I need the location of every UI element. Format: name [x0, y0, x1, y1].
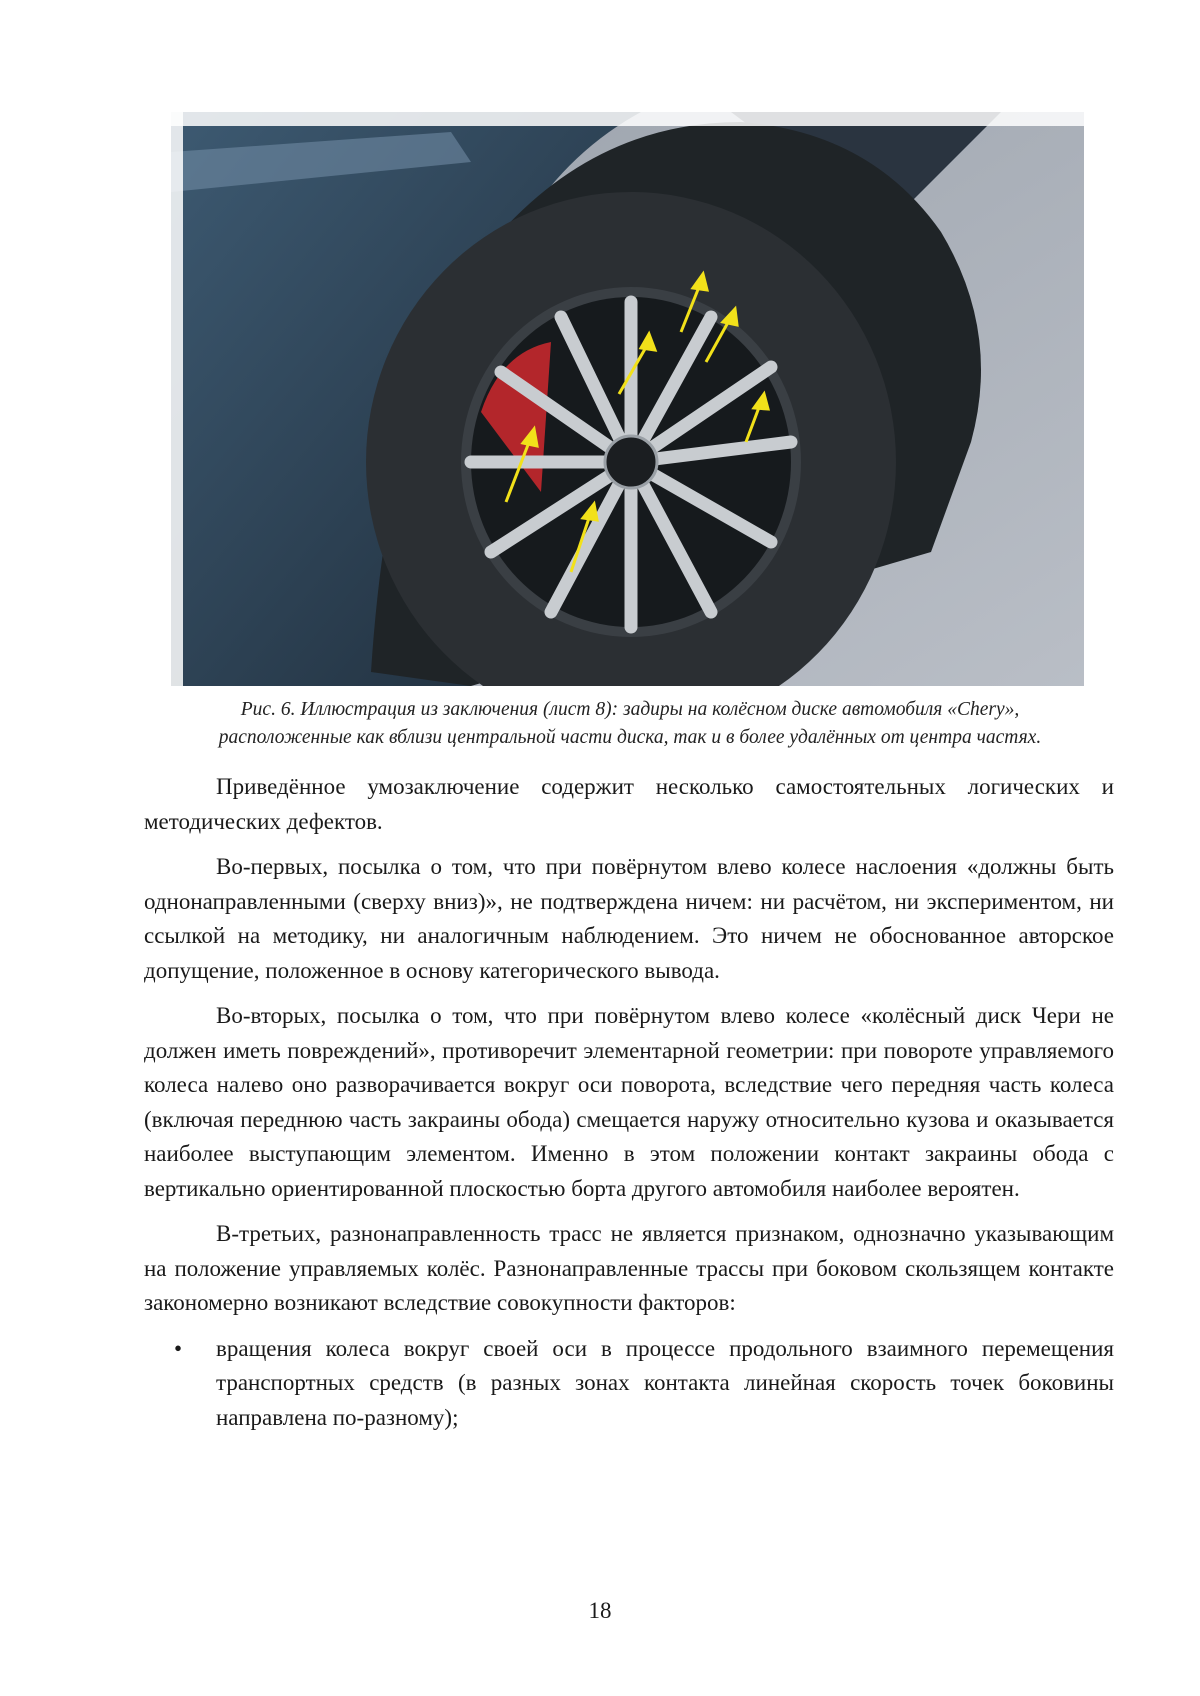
wheel-photo — [171, 112, 1084, 686]
photo-left-edge — [171, 112, 183, 686]
bullet-icon: • — [174, 1335, 183, 1361]
photo-top-edge — [171, 112, 1084, 126]
caption-line-2: расположенные как вблизи центральной части диска, так и в более удалённых от центра частях. — [218, 727, 1042, 748]
paragraph: Во-вторых, посылка о том, что при повёрнутом влево колесе «колёсный диск Чери не должен иметь повреждений», противоречит элементарной геометрии: при повороте управляемого колеса налево оно разворачивается вокруг оси поворота, вследствие чего передняя часть колеса (включая переднюю часть закраины обода) смещается наружу относительно кузова и оказывается наиболее выступающим элементом. Именно в этом положении контакт закраины обода с вертикально ориентированной плоскостью борта другого автомобиля наиболее вероятен. — [144, 1003, 1114, 1201]
bullet-text: вращения колеса вокруг своей оси в процессе продольного взаимного перемещения транспортных средств (в разных зонах контакта линейная скорость точек боковины направлена по-разному); — [216, 1335, 1114, 1430]
hub-cap — [605, 436, 657, 488]
figure-caption — [140, 696, 1120, 752]
paragraph: Во-первых, посылка о том, что при повёрнутом влево колесе наслоения «должны быть однонаправленными (сверху вниз)», не подтверждена ничем: ни расчётом, ни экспериментом, ни ссылкой на методику, ни аналогичным наблюдением. Это ничем не обоснованное авторское допущение, положенное в основу категорического вывода. — [144, 854, 1114, 983]
page-number: 18 — [588, 1598, 612, 1623]
body-text — [144, 770, 1114, 1435]
caption-line-1: Рис. 6. Иллюстрация из заключения (лист 8): задиры на колёсном диске автомобиля «Chery», — [240, 699, 1020, 720]
figure-photo — [171, 112, 1084, 686]
bullet-item — [144, 1332, 1114, 1436]
paragraph: В-третьих, разнонаправленность трасс не является признаком, однозначно указывающим на положение управляемых колёс. Разнонаправленные трассы при боковом скользящем контакте закономерно возникают вследствие совокупности факторов: — [144, 1221, 1114, 1315]
paragraph: Приведённое умозаключение содержит несколько самостоятельных логических и методических дефектов. — [144, 774, 1114, 834]
